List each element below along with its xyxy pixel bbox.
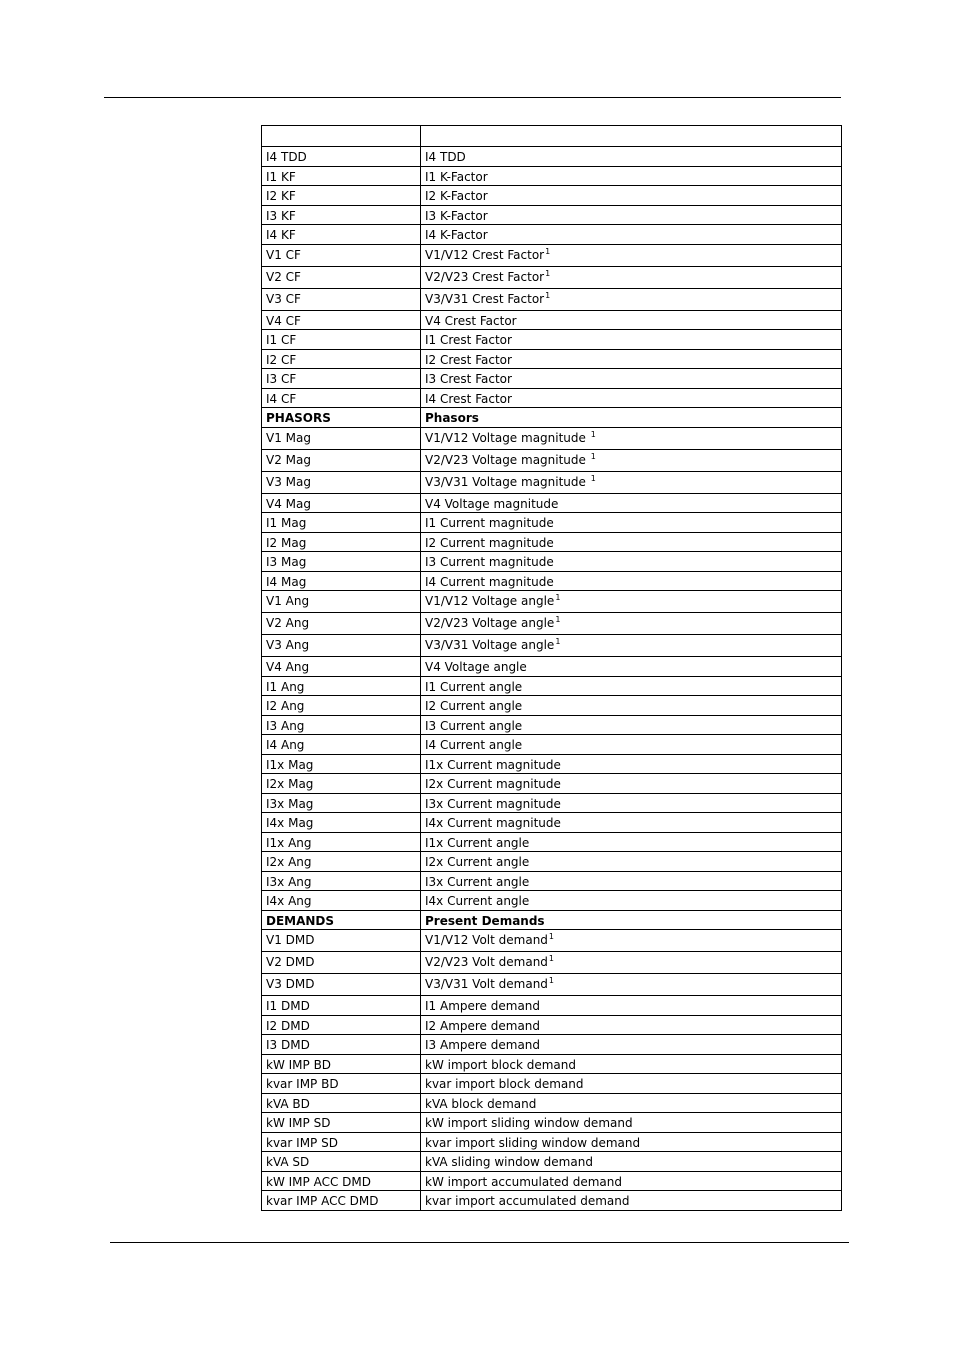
parameter-description-cell (421, 571, 842, 591)
table-row (262, 449, 842, 471)
table-row (262, 657, 842, 677)
parameter-code-cell: V2 CF (262, 266, 421, 288)
table-row (262, 1191, 842, 1211)
table-row (262, 186, 842, 206)
parameter-description-text: kvar import sliding window demand (425, 1135, 641, 1150)
parameter-description-text: V4 Crest Factor (425, 313, 517, 328)
parameter-code-cell: V4 Ang (262, 657, 421, 677)
parameter-code-cell: I4 CF (262, 388, 421, 408)
parameter-description-text: V1/V12 Crest Factor (425, 247, 545, 262)
parameter-description-cell (421, 952, 842, 974)
parameter-description-cell (421, 1054, 842, 1074)
parameter-description-cell (421, 1152, 842, 1172)
table-row (262, 996, 842, 1016)
parameter-description-cell (421, 225, 842, 245)
footer-rule (110, 1242, 849, 1243)
table-row (262, 793, 842, 813)
parameter-description-text: I4 TDD (425, 150, 466, 164)
parameter-description-text: I1 Ampere demand (425, 999, 541, 1013)
parameter-code-cell: kW IMP BD (262, 1054, 421, 1074)
table-row (262, 635, 842, 657)
table-row (262, 1132, 842, 1152)
parameter-table (261, 125, 842, 1211)
footnote-marker: 1 (545, 290, 551, 300)
parameter-description-cell (421, 1191, 842, 1211)
parameter-code-cell: I3 DMD (262, 1035, 421, 1055)
table-row (262, 532, 842, 552)
parameter-code-cell: I4 Ang (262, 735, 421, 755)
parameter-description-text: kW import accumulated demand (425, 1174, 622, 1189)
table-row (262, 613, 842, 635)
parameter-code-cell: kVA SD (262, 1152, 421, 1172)
parameter-description-cell (421, 591, 842, 613)
parameter-code-cell: I2 KF (262, 186, 421, 206)
parameter-description-cell (421, 891, 842, 911)
footnote-marker: 1 (548, 976, 555, 985)
parameter-description-cell (421, 635, 842, 657)
parameter-description-cell (421, 310, 842, 330)
parameter-description-text: V4 Voltage angle (425, 660, 527, 674)
parameter-description-cell (421, 1093, 842, 1113)
footnote-marker: 1 (555, 593, 561, 602)
parameter-description-text: I3x Current angle (425, 874, 530, 889)
parameter-description-text: I4x Current magnitude (425, 816, 561, 830)
header-rule (104, 97, 841, 98)
table-row (262, 1074, 842, 1094)
parameter-code-cell: I3 KF (262, 205, 421, 225)
table-row (262, 493, 842, 513)
table-row (262, 715, 842, 735)
parameter-code-cell: I2x Ang (262, 852, 421, 872)
table-row (262, 147, 842, 167)
table-row (262, 1113, 842, 1133)
parameter-code-cell: I1x Mag (262, 754, 421, 774)
parameter-code-cell: PHASORS (262, 408, 421, 428)
parameter-description-cell (421, 1132, 842, 1152)
parameter-description-cell (421, 813, 842, 833)
parameter-description-text: I2 Crest Factor (425, 352, 512, 367)
parameter-description-cell (421, 408, 842, 428)
footnote-marker: 1 (590, 473, 596, 483)
parameter-description-text: I2 Ampere demand (425, 1018, 541, 1033)
parameter-description-cell (421, 330, 842, 350)
parameter-description-cell (421, 1113, 842, 1133)
parameter-code-cell: kvar IMP BD (262, 1074, 421, 1094)
parameter-description-text: I4 K-Factor (425, 228, 488, 242)
parameter-description-text: I3 Current magnitude (425, 555, 554, 569)
parameter-description-cell (421, 349, 842, 369)
parameter-description-cell (421, 205, 842, 225)
parameter-description-cell (421, 754, 842, 774)
parameter-code-cell: V2 DMD (262, 952, 421, 974)
parameter-code-cell: V4 Mag (262, 493, 421, 513)
parameter-description-text: I3 Ampere demand (425, 1038, 541, 1052)
table-row (262, 225, 842, 245)
parameter-description-text: kW import block demand (425, 1057, 576, 1072)
table-row (262, 349, 842, 369)
table-row (262, 1015, 842, 1035)
parameter-description-cell (421, 735, 842, 755)
parameter-description-text: V4 Voltage magnitude (425, 496, 559, 511)
parameter-description-cell (421, 369, 842, 389)
parameter-description-text: I1x Current angle (425, 835, 530, 850)
parameter-description-cell (421, 974, 842, 996)
parameter-code-cell: I4x Ang (262, 891, 421, 911)
table-row (262, 513, 842, 533)
parameter-description-cell (421, 288, 842, 310)
parameter-code-cell: I3 CF (262, 369, 421, 389)
section-row (262, 910, 842, 930)
parameter-code-cell: kW IMP SD (262, 1113, 421, 1133)
parameter-code-cell: I2 DMD (262, 1015, 421, 1035)
table-row (262, 330, 842, 350)
table-row (262, 166, 842, 186)
parameter-description-text: kvar import block demand (425, 1077, 584, 1091)
parameter-description-text: V3/V31 Voltage angle (425, 638, 555, 652)
parameter-code-cell: V3 Ang (262, 635, 421, 657)
parameter-code-cell: kW IMP ACC DMD (262, 1171, 421, 1191)
parameter-description-cell (421, 513, 842, 533)
table-row (262, 591, 842, 613)
parameter-description-text: V2/V23 Voltage magnitude (425, 452, 590, 467)
parameter-code-cell: I2 Mag (262, 532, 421, 552)
parameter-description-cell (421, 427, 842, 449)
parameter-description-text: I3 Crest Factor (425, 372, 512, 386)
parameter-description-text: I1x Current magnitude (425, 757, 561, 772)
parameter-description-cell (421, 186, 842, 206)
table-row (262, 754, 842, 774)
table-header-row (262, 126, 842, 147)
parameter-description-cell (421, 793, 842, 813)
parameter-description-text: I3 K-Factor (425, 208, 488, 223)
parameter-code-cell: kVA BD (262, 1093, 421, 1113)
parameter-description-text: V2/V23 Crest Factor (425, 269, 545, 284)
parameter-code-cell: I3 Mag (262, 552, 421, 572)
table-row (262, 735, 842, 755)
table-row (262, 974, 842, 996)
parameter-description-cell (421, 910, 842, 930)
table-row (262, 310, 842, 330)
parameter-description-text: V3/V31 Volt demand (425, 977, 548, 991)
parameter-description-text: V1/V12 Volt demand (425, 933, 548, 947)
parameter-description-cell (421, 996, 842, 1016)
parameter-code-cell: V1 DMD (262, 930, 421, 952)
parameter-description-text: I2 K-Factor (425, 189, 488, 203)
table-row (262, 832, 842, 852)
header-cell-code (262, 126, 421, 147)
parameter-code-cell: V3 CF (262, 288, 421, 310)
parameter-description-text: I4 Current angle (425, 738, 523, 752)
parameter-code-cell: V3 Mag (262, 471, 421, 493)
parameter-description-text: I1 Current angle (425, 679, 523, 694)
parameter-description-text: I2 Current angle (425, 699, 523, 713)
parameter-code-cell: I1 DMD (262, 996, 421, 1016)
parameter-code-cell: V4 CF (262, 310, 421, 330)
parameter-code-cell: V3 DMD (262, 974, 421, 996)
parameter-code-cell: V1 Ang (262, 591, 421, 613)
parameter-code-cell: I1 CF (262, 330, 421, 350)
parameter-description-text: V2/V23 Volt demand (425, 955, 548, 969)
table-row (262, 552, 842, 572)
parameter-code-cell: I4x Mag (262, 813, 421, 833)
parameter-description-text: V3/V31 Crest Factor (425, 291, 545, 306)
table-row (262, 696, 842, 716)
parameter-description-cell (421, 147, 842, 167)
table-row (262, 266, 842, 288)
parameter-description-text: V2/V23 Voltage angle (425, 616, 555, 630)
parameter-description-text: kVA block demand (425, 1096, 537, 1111)
parameter-description-text: I3 Current angle (425, 718, 523, 733)
table-row (262, 813, 842, 833)
table-row (262, 1171, 842, 1191)
parameter-description-cell (421, 449, 842, 471)
parameter-code-cell: I1 Ang (262, 676, 421, 696)
footnote-marker: 1 (545, 246, 551, 256)
parameter-code-cell: I3 Ang (262, 715, 421, 735)
parameter-description-cell (421, 676, 842, 696)
parameter-description-text: I2x Current angle (425, 855, 530, 869)
footnote-marker: 1 (555, 637, 561, 646)
parameter-code-cell: I4 TDD (262, 147, 421, 167)
table-row (262, 427, 842, 449)
parameter-description-text: V1/V12 Voltage angle (425, 594, 555, 608)
footnote-marker: 1 (590, 429, 596, 439)
table-row (262, 891, 842, 911)
parameter-description-cell (421, 532, 842, 552)
parameter-description-cell (421, 266, 842, 288)
parameter-code-cell: I3x Ang (262, 871, 421, 891)
table-row (262, 774, 842, 794)
parameter-code-cell: I3x Mag (262, 793, 421, 813)
table-row (262, 471, 842, 493)
parameter-description-cell (421, 244, 842, 266)
parameter-description-cell (421, 471, 842, 493)
parameter-code-cell: V2 Mag (262, 449, 421, 471)
parameter-description-text: I2 Current magnitude (425, 535, 554, 550)
parameter-description-text: kVA sliding window demand (425, 1155, 593, 1169)
table-row (262, 952, 842, 974)
parameter-description-cell (421, 871, 842, 891)
parameter-code-cell: I2 Ang (262, 696, 421, 716)
table-body (262, 147, 842, 1211)
table-row (262, 369, 842, 389)
section-row (262, 408, 842, 428)
parameter-description-cell (421, 388, 842, 408)
parameter-description-text: I2x Current magnitude (425, 777, 561, 791)
table-row (262, 1152, 842, 1172)
table-row (262, 1035, 842, 1055)
parameter-description-text: I3x Current magnitude (425, 796, 561, 811)
parameter-description-cell (421, 613, 842, 635)
parameter-description-text: kvar import accumulated demand (425, 1194, 630, 1208)
parameter-description-text: I4 Current magnitude (425, 574, 554, 589)
parameter-description-text: Phasors (425, 411, 479, 425)
parameter-code-cell: kvar IMP ACC DMD (262, 1191, 421, 1211)
table-row (262, 676, 842, 696)
parameter-description-text: V1/V12 Voltage magnitude (425, 430, 590, 445)
table-row (262, 288, 842, 310)
footnote-marker: 1 (545, 268, 551, 278)
parameter-code-cell: kvar IMP SD (262, 1132, 421, 1152)
table-row (262, 571, 842, 591)
parameter-description-text: I4x Current angle (425, 894, 530, 908)
parameter-code-cell: V1 CF (262, 244, 421, 266)
parameter-description-cell (421, 493, 842, 513)
parameter-description-cell (421, 852, 842, 872)
header-cell-description (421, 126, 842, 147)
table-row (262, 930, 842, 952)
parameter-code-cell: I2x Mag (262, 774, 421, 794)
footnote-marker: 1 (555, 615, 561, 624)
parameter-description-text: Present Demands (425, 913, 545, 928)
parameter-code-cell: V1 Mag (262, 427, 421, 449)
footnote-marker: 1 (590, 451, 596, 461)
parameter-description-cell (421, 1074, 842, 1094)
parameter-description-text: V3/V31 Voltage magnitude (425, 474, 590, 489)
footnote-marker: 1 (548, 932, 555, 941)
parameter-code-cell: I1x Ang (262, 832, 421, 852)
table-row (262, 244, 842, 266)
table-row (262, 388, 842, 408)
parameter-code-cell: I1 KF (262, 166, 421, 186)
parameter-description-cell (421, 1171, 842, 1191)
parameter-description-text: I1 Crest Factor (425, 333, 512, 347)
parameter-description-cell (421, 774, 842, 794)
footnote-marker: 1 (548, 954, 555, 963)
parameter-code-cell: I4 Mag (262, 571, 421, 591)
parameter-code-cell: I1 Mag (262, 513, 421, 533)
table-row (262, 1093, 842, 1113)
parameter-description-cell (421, 657, 842, 677)
table-row (262, 852, 842, 872)
parameter-description-cell (421, 930, 842, 952)
table-row (262, 1054, 842, 1074)
parameter-description-text: kW import sliding window demand (425, 1116, 633, 1130)
parameter-description-cell (421, 1015, 842, 1035)
parameter-code-cell: I4 KF (262, 225, 421, 245)
parameter-description-text: I1 K-Factor (425, 169, 488, 184)
parameter-code-cell: DEMANDS (262, 910, 421, 930)
parameter-description-cell (421, 166, 842, 186)
table-row (262, 205, 842, 225)
parameter-description-cell (421, 832, 842, 852)
parameter-description-text: I1 Current magnitude (425, 516, 554, 530)
parameter-description-cell (421, 715, 842, 735)
parameter-description-cell (421, 696, 842, 716)
parameter-description-text: I4 Crest Factor (425, 391, 512, 406)
parameter-description-cell (421, 1035, 842, 1055)
table-row (262, 871, 842, 891)
parameter-description-cell (421, 552, 842, 572)
parameter-code-cell: I2 CF (262, 349, 421, 369)
parameter-code-cell: V2 Ang (262, 613, 421, 635)
